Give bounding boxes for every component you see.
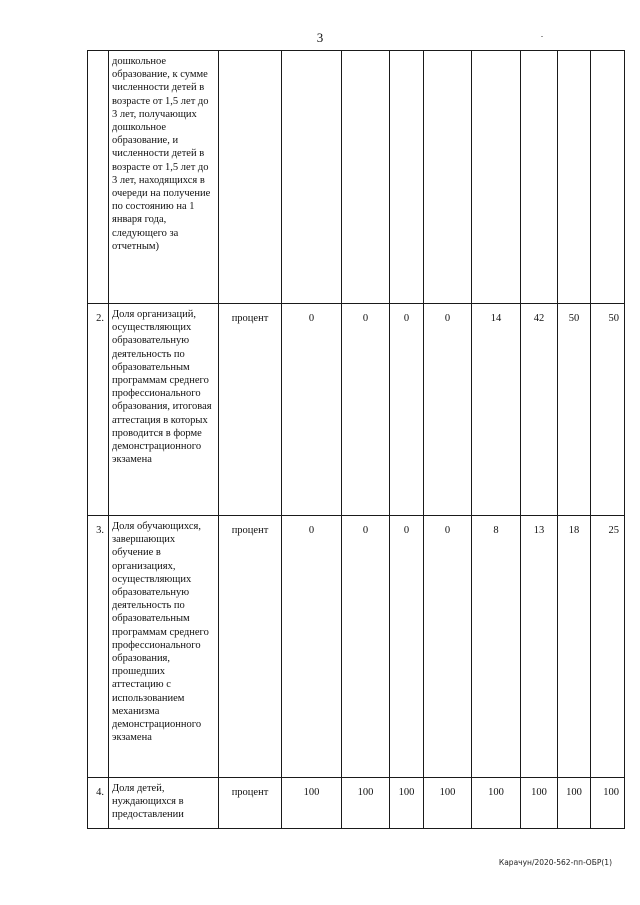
table-row — [88, 778, 625, 829]
value-cell — [424, 51, 472, 304]
value-cell: 42 — [521, 304, 558, 516]
value-cell — [558, 51, 591, 304]
indicators-table — [87, 50, 625, 829]
value-cell: 100 — [342, 778, 390, 829]
value-cell: 0 — [424, 516, 472, 778]
value-cell: 100 — [390, 778, 424, 829]
value-cell: 25 — [591, 516, 625, 778]
value-cell: 0 — [424, 304, 472, 516]
unit-cell: процент — [219, 778, 282, 829]
value-cell: 0 — [282, 304, 342, 516]
value-cell: 50 — [558, 304, 591, 516]
row-number: 4. — [88, 778, 109, 829]
unit-cell: процент — [219, 304, 282, 516]
table-row — [88, 304, 625, 516]
value-cell — [472, 51, 521, 304]
value-cell: 14 — [472, 304, 521, 516]
value-cell: 50 — [591, 304, 625, 516]
scan-mark — [541, 36, 543, 37]
value-cell: 100 — [591, 778, 625, 829]
row-number: 2. — [88, 304, 109, 516]
value-cell: 0 — [342, 304, 390, 516]
value-cell: 18 — [558, 516, 591, 778]
value-cell: 13 — [521, 516, 558, 778]
value-cell — [282, 51, 342, 304]
value-cell: 0 — [390, 304, 424, 516]
value-cell: 100 — [282, 778, 342, 829]
value-cell: 8 — [472, 516, 521, 778]
indicator-description: Доля детей, нуждающихся в предоставлении — [109, 778, 219, 829]
value-cell: 100 — [472, 778, 521, 829]
unit-cell: процент — [219, 516, 282, 778]
value-cell — [591, 51, 625, 304]
row-number — [88, 51, 109, 304]
table-row — [88, 516, 625, 778]
indicator-description: дошкольное образование, к сумме численности детей в возрасте от 1,5 лет до 3 лет, получающих дошкольное образование, и численности детей в возрасте от 1,5 лет до 3 лет, находящихся в очереди на получение по состоянию на 1 января года, следующего за отчетным) — [109, 51, 219, 304]
value-cell — [342, 51, 390, 304]
indicator-description: Доля обучающихся, завершающих обучение в организациях, осуществляющих образовательную деятельность по образовательным программам среднего профессионального образования, прошедших аттестацию с использованием механизма демонстрационного экзамена — [109, 516, 219, 778]
page-number: 3 — [316, 30, 324, 45]
value-cell: 100 — [558, 778, 591, 829]
value-cell: 100 — [521, 778, 558, 829]
value-cell: 0 — [282, 516, 342, 778]
row-number: 3. — [88, 516, 109, 778]
table-row — [88, 51, 625, 304]
indicator-description: Доля организаций, осуществляющих образовательную деятельность по образовательным программам среднего профессионального образования, итоговая аттестация в которых проводится в форме демонстрационного экзамена — [109, 304, 219, 516]
value-cell: 0 — [390, 516, 424, 778]
unit-cell — [219, 51, 282, 304]
document-footer-code: Карачун/2020-562-пп-ОБР(1) — [498, 858, 612, 867]
value-cell — [521, 51, 558, 304]
value-cell: 100 — [424, 778, 472, 829]
value-cell — [390, 51, 424, 304]
value-cell: 0 — [342, 516, 390, 778]
